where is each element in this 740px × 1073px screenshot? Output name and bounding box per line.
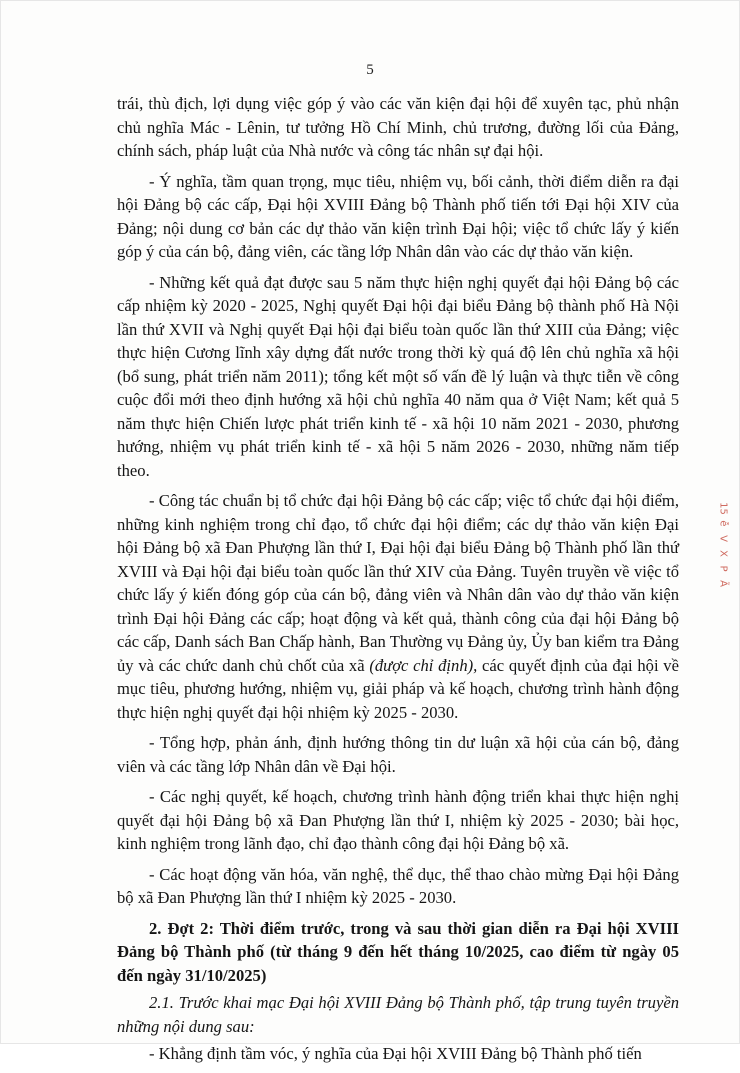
paragraph-4-italic: (được chỉ định), — [369, 655, 478, 675]
side-stamp-marks — [714, 502, 732, 592]
paragraph-4-text-b: các quyết định của đại hội về mục tiêu, phương hướng, nhiệm vụ, giải pháp và kế hoạch, chương trình hành động thực hiện nghị quyết đại hội nhiệm kỳ 2025 - 2030. — [117, 655, 679, 722]
paragraph-8: - Khẳng định tầm vóc, ý nghĩa của Đại hội XVIII Đảng bộ Thành phố tiến — [149, 1044, 642, 1063]
paragraph-3: - Những kết quả đạt được sau 5 năm thực hiện nghị quyết đại hội Đảng bộ các cấp nhiệm kỳ 2020 - 2025, Nghị quyết Đại hội đại biểu Đảng bộ thành phố Hà Nội lần thứ XVII và Nghị quyết Đại hội đại biểu toàn quốc lần thứ XIII của Đảng; việc thực hiện Cương lĩnh xây dựng đất nước trong thời kỳ quá độ lên chủ nghĩa xã hội (bổ sung, phát triển năm 2011); tổng kết một số vấn đề lý luận và thực tiễn về công cuộc đổi mới theo định hướng xã hội chủ nghĩa 40 năm qua ở Việt Nam; kết quả 5 năm thực hiện Chiến lược phát triển kinh tế - xã hội 10 năm 2021 - 2030, phương hướng, nhiệm vụ phát triển kinh tế - xã hội 5 năm 2026 - 2030, những năm tiếp theo. — [117, 272, 679, 480]
paragraph-4-text-a: - Công tác chuẩn bị tổ chức đại hội Đảng bộ các cấp; việc tổ chức đại hội điểm, những kinh nghiệm trong chỉ đạo, tổ chức đại hội điểm; các dự thảo văn kiện Đại hội Đảng bộ xã Đan Phượng lần thứ I, Đại hội đại biểu Đảng bộ Thành phố lần thứ XVIII và Đại hội đại biểu toàn quốc lần thứ XIV của Đảng. Tuyên truyền về việc tổ chức lấy ý kiến đóng góp của cán bộ, đảng viên và Nhân dân vào dự thảo văn kiện trình Đại hội Đảng các cấp; hoạt động và kết quả, thành công của đại hội Đảng bộ các cấp, Danh sách Ban Chấp hành, Ban Thường vụ Đảng ủy, Ủy ban kiểm tra Đảng ủy và các chức danh chủ chốt của xã — [117, 491, 679, 675]
stamp-mark-2: ễ — [717, 520, 729, 527]
document-body — [117, 92, 679, 1073]
page-number: 5 — [366, 62, 374, 78]
paragraph-4 — [117, 489, 679, 724]
section-heading-dot-2: 2. Đợt 2: Thời điểm trước, trong và sau thời gian diễn ra Đại hội XVIII Đảng bộ Thành phố (từ tháng 9 đến hết tháng 10/2025, cao điểm từ ngày 05 đến ngày 31/10/2025) — [117, 918, 679, 985]
stamp-mark-6: Ã — [717, 580, 729, 587]
stamp-mark-4: X — [717, 550, 729, 557]
paragraph-7: - Các hoạt động văn hóa, văn nghệ, thể dục, thể thao chào mừng Đại hội Đảng bộ xã Đan Phượng lần thứ I nhiệm kỳ 2025 - 2030. — [117, 864, 679, 907]
paragraph-5: - Tổng hợp, phản ánh, định hướng thông tin dư luận xã hội của cán bộ, đảng viên và các tầng lớp Nhân dân về Đại hội. — [117, 733, 679, 776]
paragraph-2: - Ý nghĩa, tầm quan trọng, mục tiêu, nhiệm vụ, bối cảnh, thời điểm diễn ra đại hội Đảng bộ các cấp, Đại hội XVIII Đảng bộ Thành phố tiến tới Đại hội XIV của Đảng; nội dung cơ bản các dự thảo văn kiện trình Đại hội; việc tổ chức lấy ý kiến góp ý của cán bộ, đảng viên, các tầng lớp Nhân dân vào các dự thảo văn kiện. — [117, 171, 679, 261]
subsection-heading-2-1: 2.1. Trước khai mạc Đại hội XVIII Đảng bộ Thành phố, tập trung tuyên truyền những nội dung sau: — [117, 993, 679, 1036]
stamp-mark-3: V — [717, 535, 729, 542]
paragraph-6: - Các nghị quyết, kế hoạch, chương trình hành động triển khai thực hiện nghị quyết đại hội Đảng bộ xã Đan Phượng lần thứ I, nhiệm kỳ 2025 - 2030; bài học, kinh nghiệm trong lãnh đạo, chỉ đạo thành công đại hội Đảng bộ xã. — [117, 787, 679, 853]
stamp-mark-1: 15 — [717, 502, 729, 515]
stamp-mark-5: P — [717, 565, 729, 572]
paragraph-1: trái, thù địch, lợi dụng việc góp ý vào các văn kiện đại hội để xuyên tạc, phủ nhận chủ nghĩa Mác - Lênin, tư tưởng Hồ Chí Minh, chủ trương, đường lối của Đảng, chính sách, pháp luật của Nhà nước và công tác nhân sự đại hội. — [117, 94, 679, 160]
